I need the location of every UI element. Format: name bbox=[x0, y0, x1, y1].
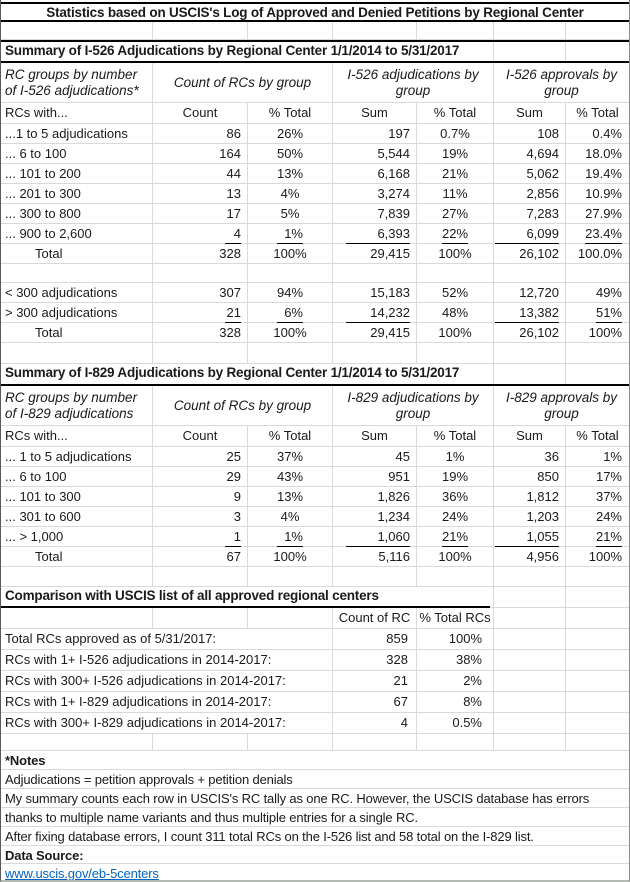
cell-adj-sum: 7,839 bbox=[333, 204, 417, 223]
cell-adj-pct: 1% bbox=[417, 447, 494, 466]
blank-row bbox=[1, 343, 629, 364]
cell-appr-pct: 17% bbox=[595, 469, 622, 484]
document-title-text: Statistics based on USCIS's Log of Approved and Denied Petitions by Regional Center bbox=[46, 4, 584, 20]
table-row bbox=[1, 671, 629, 692]
cell-adj-sum: 29,415 bbox=[333, 244, 417, 263]
cell-count: 13 bbox=[153, 184, 248, 203]
i526-group-col-approvals: I-526 approvals by group bbox=[505, 66, 618, 98]
cell-appr-pct: 18.0% bbox=[585, 146, 622, 161]
cell-adj-sum: 45 bbox=[333, 447, 417, 466]
i526-subhead-pct2: % Total bbox=[417, 103, 494, 123]
data-source-label: Data Source: bbox=[1, 846, 629, 864]
blank-row bbox=[1, 264, 629, 283]
i526-subhead-count: Count bbox=[153, 103, 248, 123]
cell-appr-pct: 51% bbox=[566, 303, 629, 323]
cell-adj-pct: 22% bbox=[417, 224, 494, 244]
table-row bbox=[1, 650, 629, 671]
cell-count: 164 bbox=[153, 144, 248, 163]
comparison-table-body bbox=[1, 629, 629, 734]
cell-adj-sum: 6,393 bbox=[333, 224, 417, 244]
cell-adj-sum: 15,183 bbox=[333, 283, 417, 302]
i526-subhead-pct1: % Total bbox=[248, 103, 333, 123]
notes-heading: *Notes bbox=[1, 751, 629, 770]
cell-rc-count: 21 bbox=[333, 671, 417, 691]
cell-count: 25 bbox=[153, 447, 248, 466]
i526-sub-header-row bbox=[1, 103, 629, 124]
cell-count: 67 bbox=[153, 547, 248, 566]
cell-appr-sum: 4,956 bbox=[494, 547, 566, 566]
i829-subhead-pct2: % Total bbox=[417, 426, 494, 446]
cell-count-pct: 1% bbox=[248, 224, 333, 244]
table-row bbox=[1, 507, 629, 527]
cell-adj-pct: 100% bbox=[417, 547, 494, 566]
document-title bbox=[1, 2, 629, 22]
cell-adj-sum: 3,274 bbox=[333, 184, 417, 203]
blank-row bbox=[1, 22, 629, 40]
i829-section-heading bbox=[1, 364, 629, 386]
cell-count: 328 bbox=[153, 323, 248, 342]
i829-row-group-label: RC groups by number of I-829 adjudications bbox=[1, 386, 153, 425]
data-source-link[interactable]: www.uscis.gov/eb-5centers bbox=[5, 866, 159, 881]
i526-section bbox=[1, 40, 629, 343]
i526-subhead-sum2: Sum bbox=[494, 103, 566, 123]
cell-count: 9 bbox=[153, 487, 248, 506]
cell-appr-pct: 100% bbox=[588, 549, 622, 564]
cell-count-pct: 94% bbox=[248, 283, 333, 302]
cell-label: > 300 adjudications bbox=[1, 303, 153, 323]
cell-appr-sum: 13,382 bbox=[494, 303, 566, 323]
cell-adj-sum: 197 bbox=[333, 124, 417, 143]
cell-count-pct: 26% bbox=[248, 124, 333, 143]
cell-appr-pct: 19.4% bbox=[585, 166, 622, 181]
cell-appr-sum: 7,283 bbox=[494, 204, 566, 223]
cell-rc-pct: 100% bbox=[417, 629, 494, 649]
i526-section-heading bbox=[1, 40, 629, 63]
notes-section bbox=[1, 751, 629, 882]
i526-heading-text: Summary of I-526 Adjudications by Regional Center 1/1/2014 to 5/31/2017 bbox=[1, 42, 494, 61]
cell-rc-count: 4 bbox=[333, 713, 417, 733]
cell-appr-sum: 26,102 bbox=[494, 244, 566, 263]
i526-subhead-pct3: % Total bbox=[576, 105, 619, 120]
cell-adj-sum: 1,234 bbox=[333, 507, 417, 526]
comparison-section-heading bbox=[1, 587, 629, 608]
note-line: Adjudications = petition approvals + petition denials bbox=[1, 770, 629, 789]
cell-adj-pct: 100% bbox=[417, 323, 494, 342]
i829-group-col-count: Count of RCs by group bbox=[153, 386, 333, 425]
i829-section bbox=[1, 364, 629, 567]
note-line: thanks to multiple name variants and thus multiple entries for a single RC. bbox=[1, 808, 629, 827]
table-row bbox=[1, 713, 629, 734]
table-row bbox=[1, 164, 629, 184]
cell-appr-pct: 100% bbox=[588, 325, 622, 340]
cell-appr-sum: 36 bbox=[494, 447, 566, 466]
comparison-col-pct-header: % Total RCs bbox=[417, 608, 494, 628]
cell-adj-pct: 0.7% bbox=[417, 124, 494, 143]
i526-subhead-sum1: Sum bbox=[333, 103, 417, 123]
cell-appr-sum: 4,694 bbox=[494, 144, 566, 163]
comparison-section bbox=[1, 587, 629, 734]
cell-appr-sum: 108 bbox=[494, 124, 566, 143]
cell-adj-sum: 1,060 bbox=[333, 527, 417, 547]
cell-label: ...1 to 5 adjudications bbox=[1, 124, 153, 143]
cell-adj-pct: 11% bbox=[417, 184, 494, 203]
table-row bbox=[1, 303, 629, 323]
cell-appr-sum: 6,099 bbox=[494, 224, 566, 244]
cell-count-pct: 13% bbox=[248, 487, 333, 506]
cell-label: RCs with 300+ I-526 adjudications in 2014-2017: bbox=[1, 671, 333, 691]
cell-label: Total bbox=[1, 244, 153, 263]
blank-row bbox=[1, 734, 629, 751]
cell-appr-sum: 1,203 bbox=[494, 507, 566, 526]
cell-count-pct: 5% bbox=[248, 204, 333, 223]
i526-table-body bbox=[1, 124, 629, 264]
cell-appr-pct: 10.9% bbox=[585, 186, 622, 201]
table-row bbox=[1, 124, 629, 144]
i829-heading-text: Summary of I-829 Adjudications by Regional Center 1/1/2014 to 5/31/2017 bbox=[1, 364, 494, 384]
cell-label: Total RCs approved as of 5/31/2017: bbox=[1, 629, 333, 649]
cell-label: ... 101 to 200 bbox=[1, 164, 153, 183]
cell-appr-pct: 37% bbox=[595, 489, 622, 504]
cell-adj-pct: 36% bbox=[417, 487, 494, 506]
cell-adj-pct: 19% bbox=[417, 144, 494, 163]
table-row bbox=[1, 547, 629, 567]
cell-appr-sum: 5,062 bbox=[494, 164, 566, 183]
blank-row bbox=[1, 567, 629, 587]
table-row bbox=[1, 244, 629, 264]
cell-count-pct: 50% bbox=[248, 144, 333, 163]
table-row bbox=[1, 467, 629, 487]
i829-subhead-label: RCs with... bbox=[1, 426, 153, 446]
cell-label: RCs with 1+ I-526 adjudications in 2014-2017: bbox=[1, 650, 333, 670]
cell-adj-pct: 21% bbox=[417, 164, 494, 183]
cell-adj-sum: 14,232 bbox=[333, 303, 417, 323]
i829-subhead-sum2: Sum bbox=[494, 426, 566, 446]
cell-count-pct: 4% bbox=[248, 507, 333, 526]
cell-label: ... 101 to 300 bbox=[1, 487, 153, 506]
i526-group-col-adjudications: I-526 adjudications by group bbox=[333, 63, 494, 102]
cell-adj-sum: 5,544 bbox=[333, 144, 417, 163]
cell-adj-sum: 5,116 bbox=[333, 547, 417, 566]
cell-adj-pct: 24% bbox=[417, 507, 494, 526]
i526-split-table-body bbox=[1, 283, 629, 343]
cell-count: 307 bbox=[153, 283, 248, 302]
i829-subhead-pct3: % Total bbox=[576, 428, 619, 443]
cell-adj-pct: 27% bbox=[417, 204, 494, 223]
table-row bbox=[1, 283, 629, 303]
cell-appr-sum: 850 bbox=[494, 467, 566, 486]
cell-appr-pct: 100.0% bbox=[577, 246, 622, 261]
cell-count: 29 bbox=[153, 467, 248, 486]
cell-rc-count: 859 bbox=[333, 629, 417, 649]
cell-count-pct: 37% bbox=[248, 447, 333, 466]
data-source-row bbox=[1, 864, 629, 882]
table-row bbox=[1, 224, 629, 244]
cell-label: ... 6 to 100 bbox=[1, 144, 153, 163]
cell-label: ... > 1,000 bbox=[1, 527, 153, 547]
cell-rc-pct: 38% bbox=[417, 650, 494, 670]
cell-label: ... 900 to 2,600 bbox=[1, 224, 153, 244]
cell-rc-pct: 0.5% bbox=[417, 713, 494, 733]
i829-subhead-sum1: Sum bbox=[333, 426, 417, 446]
comparison-sub-header-row bbox=[1, 608, 629, 629]
cell-adj-sum: 951 bbox=[333, 467, 417, 486]
cell-count: 44 bbox=[153, 164, 248, 183]
cell-appr-pct: 1% bbox=[603, 449, 622, 464]
cell-label: ... 301 to 600 bbox=[1, 507, 153, 526]
cell-appr-pct: 49% bbox=[595, 285, 622, 300]
cell-count-pct: 43% bbox=[248, 467, 333, 486]
cell-appr-pct: 21% bbox=[566, 527, 629, 547]
cell-appr-sum: 1,812 bbox=[494, 487, 566, 506]
cell-count: 17 bbox=[153, 204, 248, 223]
cell-count-pct: 100% bbox=[248, 244, 333, 263]
cell-label: Total bbox=[1, 323, 153, 342]
cell-rc-count: 328 bbox=[333, 650, 417, 670]
note-line: After fixing database errors, I count 311 total RCs on the I-526 list and 58 total on the I-829 list. bbox=[1, 827, 629, 846]
cell-count: 3 bbox=[153, 507, 248, 526]
cell-appr-sum: 1,055 bbox=[494, 527, 566, 547]
cell-count-pct: 100% bbox=[248, 547, 333, 566]
cell-appr-sum: 12,720 bbox=[494, 283, 566, 302]
cell-count-pct: 4% bbox=[248, 184, 333, 203]
cell-appr-sum: 2,856 bbox=[494, 184, 566, 203]
table-row bbox=[1, 447, 629, 467]
table-row bbox=[1, 323, 629, 343]
cell-count: 328 bbox=[153, 244, 248, 263]
table-row bbox=[1, 629, 629, 650]
notes-lines bbox=[1, 770, 629, 846]
cell-appr-pct: 24% bbox=[595, 509, 622, 524]
cell-appr-sum: 26,102 bbox=[494, 323, 566, 342]
note-line: My summary counts each row in USCIS's RC tally as one RC. However, the USCIS database has errors bbox=[1, 789, 629, 808]
i829-sub-header-row bbox=[1, 426, 629, 447]
cell-label: ... 1 to 5 adjudications bbox=[1, 447, 153, 466]
cell-label: ... 6 to 100 bbox=[1, 467, 153, 486]
comparison-col-count-header: Count of RC bbox=[333, 608, 417, 628]
cell-appr-pct: 0.4% bbox=[592, 126, 622, 141]
cell-rc-count: 67 bbox=[333, 692, 417, 712]
cell-rc-pct: 2% bbox=[417, 671, 494, 691]
table-row bbox=[1, 692, 629, 713]
cell-count-pct: 6% bbox=[248, 303, 333, 323]
cell-label: RCs with 1+ I-829 adjudications in 2014-2017: bbox=[1, 692, 333, 712]
cell-adj-sum: 6,168 bbox=[333, 164, 417, 183]
cell-label: RCs with 300+ I-829 adjudications in 2014-2017: bbox=[1, 713, 333, 733]
table-row bbox=[1, 144, 629, 164]
cell-adj-pct: 19% bbox=[417, 467, 494, 486]
i526-group-col-count: Count of RCs by group bbox=[153, 63, 333, 102]
i829-group-col-adjudications: I-829 adjudications by group bbox=[333, 386, 494, 425]
cell-adj-pct: 21% bbox=[417, 527, 494, 547]
i526-group-header-row bbox=[1, 63, 629, 103]
cell-rc-pct: 8% bbox=[417, 692, 494, 712]
i526-subhead-label: RCs with... bbox=[1, 103, 153, 123]
cell-label: ... 300 to 800 bbox=[1, 204, 153, 223]
cell-count: 4 bbox=[153, 224, 248, 244]
cell-adj-sum: 1,826 bbox=[333, 487, 417, 506]
cell-count: 21 bbox=[153, 303, 248, 323]
table-row bbox=[1, 527, 629, 547]
i829-group-header-row bbox=[1, 386, 629, 426]
i829-subhead-count: Count bbox=[153, 426, 248, 446]
cell-label: ... 201 to 300 bbox=[1, 184, 153, 203]
i829-group-col-approvals: I-829 approvals by group bbox=[505, 389, 618, 421]
cell-adj-pct: 52% bbox=[417, 283, 494, 302]
cell-adj-pct: 100% bbox=[417, 244, 494, 263]
cell-appr-pct: 27.9% bbox=[585, 206, 622, 221]
table-row bbox=[1, 204, 629, 224]
cell-count-pct: 100% bbox=[248, 323, 333, 342]
i829-table-body bbox=[1, 447, 629, 567]
cell-label: < 300 adjudications bbox=[1, 283, 153, 302]
cell-count: 86 bbox=[153, 124, 248, 143]
table-row bbox=[1, 487, 629, 507]
comparison-heading-text: Comparison with USCIS list of all approved regional centers bbox=[1, 587, 494, 607]
cell-adj-pct: 48% bbox=[417, 303, 494, 323]
cell-adj-sum: 29,415 bbox=[333, 323, 417, 342]
cell-count-pct: 1% bbox=[248, 527, 333, 547]
cell-appr-pct: 23.4% bbox=[566, 224, 629, 244]
cell-count: 1 bbox=[153, 527, 248, 547]
i526-row-group-label: RC groups by number of I-526 adjudications* bbox=[1, 63, 153, 102]
cell-label: Total bbox=[1, 547, 153, 566]
i829-subhead-pct1: % Total bbox=[248, 426, 333, 446]
table-row bbox=[1, 184, 629, 204]
cell-count-pct: 13% bbox=[248, 164, 333, 183]
